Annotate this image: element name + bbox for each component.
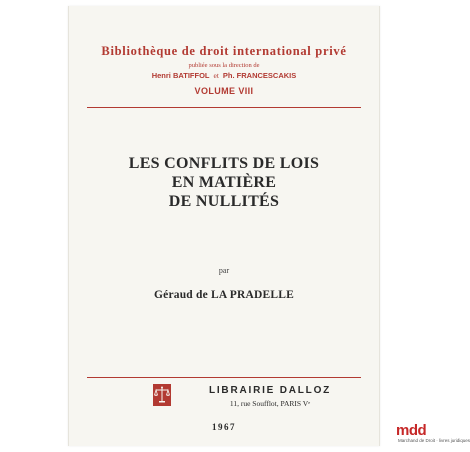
editor-1: Henri BATIFFOL xyxy=(151,71,210,80)
scales-of-justice-icon xyxy=(153,384,171,406)
series-title: Bibliothèque de droit international privé xyxy=(101,44,347,58)
author-name: Géraud de LA PRADELLE xyxy=(154,289,294,301)
mdd-watermark-logo xyxy=(396,422,470,450)
book-cover xyxy=(68,6,380,446)
direction-line: publiée sous la direction de xyxy=(188,62,260,69)
editor-2: Ph. FRANCESCAKIS xyxy=(222,71,297,80)
editors-line xyxy=(69,71,379,80)
title-line-2: EN MATIÈRE xyxy=(171,174,277,191)
top-rule xyxy=(87,107,361,108)
volume-label: VOLUME VIII xyxy=(194,86,254,96)
by-label: par xyxy=(218,266,230,275)
publisher-address: 11, rue Soufflot, PARIS Vᵉ xyxy=(229,399,311,408)
editor-joiner: et xyxy=(213,71,219,80)
publisher-name: LIBRAIRIE DALLOZ xyxy=(208,385,332,396)
watermark-tagline: Marchand de Droit · livres juridiques xyxy=(398,438,470,443)
title-line-1: LES CONFLITS DE LOIS xyxy=(128,155,320,172)
watermark-logo-text: mdd xyxy=(396,422,427,439)
bottom-rule xyxy=(87,377,361,378)
publication-year: 1967 xyxy=(212,422,236,432)
title-line-3: DE NULLITÉS xyxy=(168,193,280,210)
